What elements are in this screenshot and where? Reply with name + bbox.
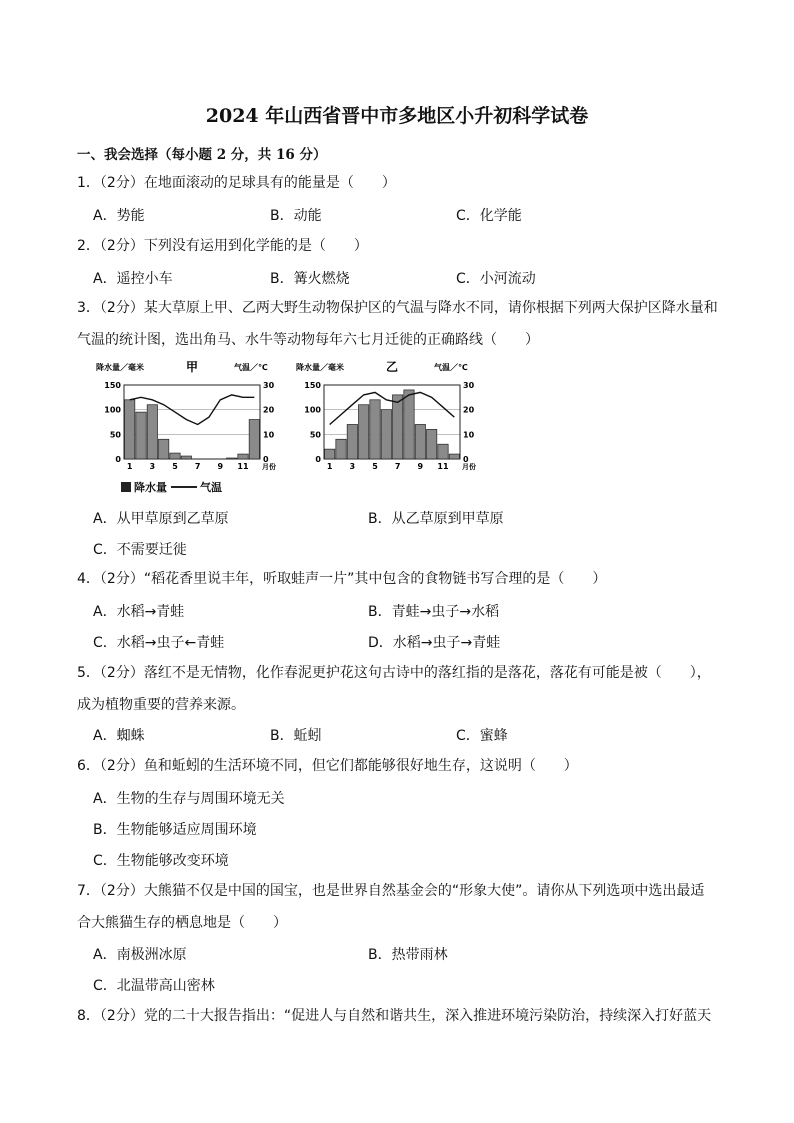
q4-option-c[interactable]: C．水稻→虫子←青蛙 <box>93 635 225 651</box>
month-tick-label: 3 <box>149 462 156 471</box>
precip-bar <box>159 439 169 459</box>
question-1-stem: 1．（2分）在地面滚动的足球具有的能量是（ ） <box>77 175 396 191</box>
question-8-stem: 8．（2分）党的二十大报告指出：“促进人与自然和谐共生，深入推进环境污染防治，持续深入打好蓝天 <box>77 1008 712 1024</box>
precip-bar <box>181 456 191 459</box>
precip-bar <box>336 439 346 459</box>
month-tick-label: 9 <box>417 462 424 471</box>
precip-tick-label: 50 <box>109 430 121 440</box>
q4-option-b[interactable]: B．青蛙→虫子→水稻 <box>368 604 500 620</box>
section-heading: 一、我会选择（每小题 2 分，共 16 分） <box>77 147 327 163</box>
q1-option-b[interactable]: B．动能 <box>270 208 322 224</box>
legend-temp-swatch <box>171 486 197 488</box>
month-tick-label: 3 <box>349 462 356 471</box>
precip-bar <box>147 405 157 459</box>
q1-option-a[interactable]: A．势能 <box>93 208 145 224</box>
precip-bar <box>393 395 403 459</box>
temp-tick-label: 10 <box>263 430 275 440</box>
precip-bar <box>347 424 357 459</box>
precip-tick-label: 150 <box>104 381 121 390</box>
precip-axis-title: 降水量／毫米 <box>96 363 144 372</box>
temp-tick-label: 30 <box>263 381 275 390</box>
q5-option-c[interactable]: C．蜜蜂 <box>456 728 508 744</box>
question-5-stem: 5．（2分）落红不是无情物，化作春泥更护花这句古诗中的落红指的是落花，落花有可能是被（ ）， <box>77 665 711 681</box>
precip-tick-label: 100 <box>304 405 321 415</box>
month-tick-label: 11 <box>437 462 449 471</box>
q5-option-b[interactable]: B．蚯蚓 <box>270 728 322 744</box>
question-5-stem-cont: 成为植物重要的营养来源。 <box>77 697 245 713</box>
precip-bar <box>438 444 448 459</box>
month-tick-label: 7 <box>394 462 401 471</box>
question-2-stem: 2．（2分）下列没有运用到化学能的是（ ） <box>77 238 368 254</box>
q6-option-a[interactable]: A．生物的生存与周围环境无关 <box>93 791 285 807</box>
q7-option-b[interactable]: B．热带雨林 <box>368 947 448 963</box>
precip-tick-label: 100 <box>104 405 121 415</box>
precip-bar <box>415 424 425 459</box>
month-tick-label: 1 <box>326 462 333 471</box>
precip-bar <box>170 453 180 459</box>
q3-option-b[interactable]: B．从乙草原到甲草原 <box>368 511 504 527</box>
month-tick-label: 7 <box>194 462 201 471</box>
precip-bar <box>238 454 248 459</box>
page-title: 2024 年山西省晋中市多地区小升初科学试卷 <box>205 105 589 127</box>
temp-tick-label: 0 <box>463 455 469 464</box>
q7-option-a[interactable]: A．南极洲冰原 <box>93 947 187 963</box>
chart-name: 甲 <box>185 360 199 374</box>
precip-tick-label: 0 <box>315 455 321 464</box>
question-4-stem: 4．（2分）“稻花香里说丰年，听取蛙声一片”其中包含的食物链书写合理的是（ ） <box>77 571 607 587</box>
q3-option-a[interactable]: A．从甲草原到乙草原 <box>93 511 229 527</box>
q2-option-b[interactable]: B．篝火燃烧 <box>270 271 350 287</box>
month-axis-title: 月份 <box>462 463 476 471</box>
month-tick-label: 5 <box>172 462 178 471</box>
temp-tick-label: 0 <box>263 455 269 464</box>
precip-bar <box>359 405 369 459</box>
temp-line <box>330 392 455 424</box>
month-tick-label: 11 <box>237 462 249 471</box>
question-6-stem: 6．（2分）鱼和蚯蚓的生活环境不同，但它们都能够很好地生存，这说明（ ） <box>77 758 578 774</box>
precip-bar <box>404 390 414 459</box>
temp-tick-label: 30 <box>463 381 475 390</box>
precip-bar <box>136 412 146 459</box>
precip-tick-label: 0 <box>115 455 121 464</box>
chart-legend <box>121 479 222 495</box>
q6-option-c[interactable]: C．生物能够改变环境 <box>93 853 229 869</box>
q4-option-a[interactable]: A．水稻→青蛙 <box>93 604 185 620</box>
precip-bar <box>449 454 459 459</box>
q4-option-d[interactable]: D．水稻→虫子→青蛙 <box>368 635 501 651</box>
temp-axis-title: 气温／℃ <box>434 363 468 372</box>
temp-tick-label: 10 <box>463 430 475 440</box>
precip-tick-label: 50 <box>309 430 321 440</box>
q7-option-c[interactable]: C．北温带高山密林 <box>93 978 215 994</box>
question-3-stem: 3．（2分）某大草原上甲、乙两大野生动物保护区的气温与降水不同，请你根据下列两大保护区降水量和 <box>77 300 718 316</box>
q1-option-c[interactable]: C．化学能 <box>456 208 522 224</box>
precip-bar <box>381 410 391 459</box>
question-7-stem: 7．（2分）大熊猫不仅是中国的国宝，也是世界自然基金会的“形象大使”。请你从下列选项中选出最适 <box>77 883 705 899</box>
chart-jia <box>94 356 294 476</box>
question-3-stem-cont: 气温的统计图，选出角马、水牛等动物每年六七月迁徙的正确路线（ ） <box>77 332 539 348</box>
month-tick-label: 1 <box>126 462 133 471</box>
question-7-stem-cont: 合大熊猫生存的栖息地是（ ） <box>77 915 287 931</box>
precip-bar <box>370 400 380 459</box>
legend-temp-label: 气温 <box>200 481 222 494</box>
q6-option-b[interactable]: B．生物能够适应周围环境 <box>93 822 257 838</box>
precip-axis-title: 降水量／毫米 <box>296 363 344 372</box>
legend-precip-swatch <box>121 482 131 492</box>
temp-axis-title: 气温／℃ <box>234 363 268 372</box>
q5-option-a[interactable]: A．蜘蛛 <box>93 728 145 744</box>
chart-name: 乙 <box>385 360 399 374</box>
precip-tick-label: 150 <box>304 381 321 390</box>
month-tick-label: 9 <box>217 462 224 471</box>
q2-option-c[interactable]: C．小河流动 <box>456 271 536 287</box>
precip-bar <box>249 420 259 459</box>
precip-bar <box>427 429 437 459</box>
temp-tick-label: 20 <box>263 405 275 415</box>
temp-tick-label: 20 <box>463 405 475 415</box>
precip-bar <box>227 458 237 459</box>
precip-bar <box>325 449 335 459</box>
q3-option-c[interactable]: C．不需要迁徙 <box>93 542 187 558</box>
chart-yi <box>294 356 494 476</box>
month-tick-label: 5 <box>372 462 378 471</box>
q2-option-a[interactable]: A．遥控小车 <box>93 271 173 287</box>
month-axis-title: 月份 <box>262 463 276 471</box>
precip-bar <box>125 400 135 459</box>
legend-precip-label: 降水量 <box>134 481 167 494</box>
